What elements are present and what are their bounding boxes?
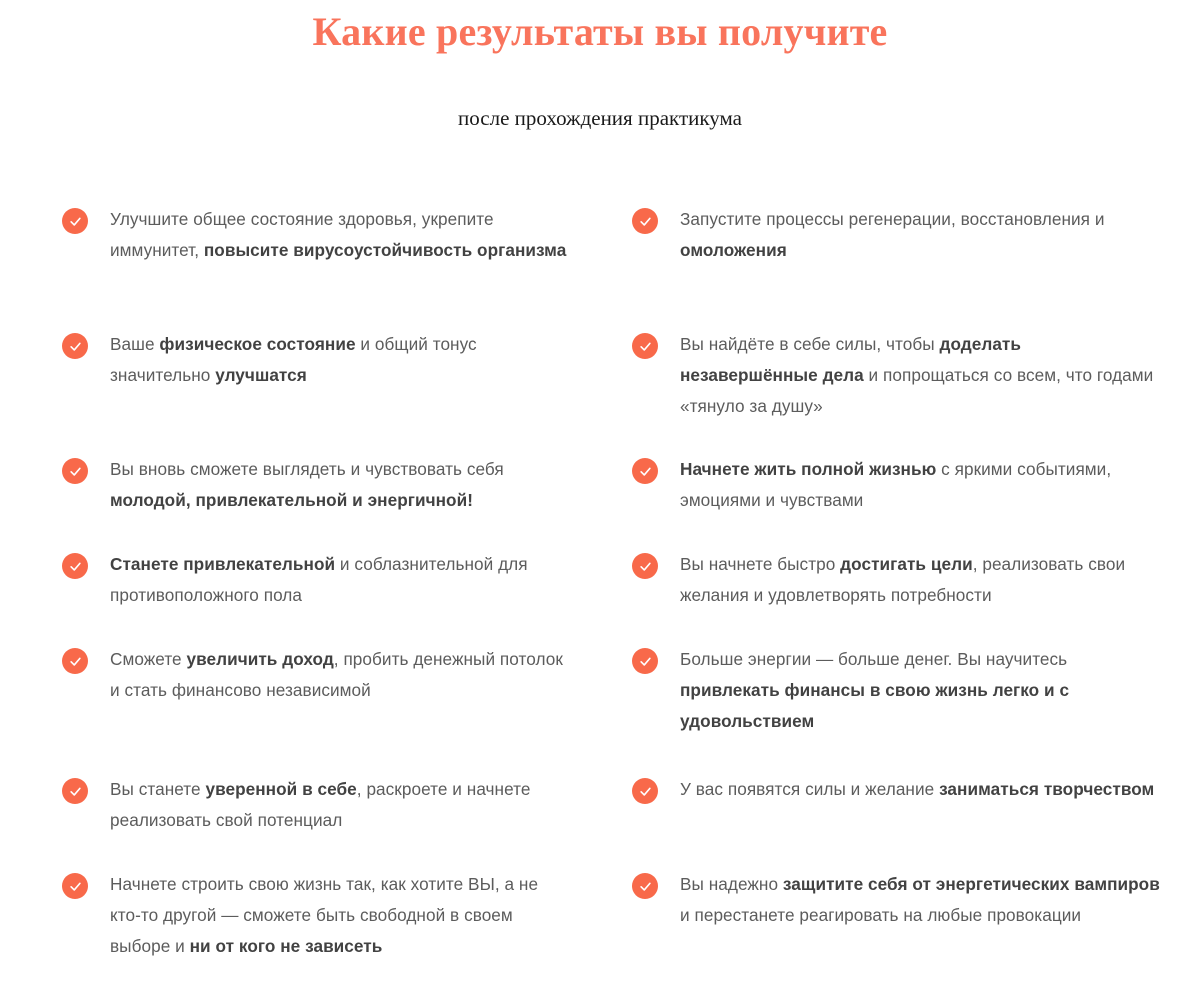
check-circle-icon (62, 648, 88, 674)
benefit-item (632, 644, 1160, 774)
check-circle-icon (62, 458, 88, 484)
benefit-text: Больше энергии — больше денег. Вы научитесь привлекать финансы в свою жизнь легко и с удовольствием (680, 649, 1070, 731)
check-circle-icon (632, 208, 658, 234)
check-circle-icon (632, 778, 658, 804)
benefit-item (62, 454, 570, 549)
benefits-right-column (632, 204, 1160, 969)
benefit-item (632, 454, 1160, 549)
benefit-item (632, 329, 1160, 454)
benefit-text: Вы найдёте в себе силы, чтобы доделать незавершённые дела и попрощаться со всем, что годами «тянуло за душу» (680, 334, 1154, 416)
check-circle-icon (62, 208, 88, 234)
benefit-text: Начнете жить полной жизнью с яркими событиями, эмоциями и чувствами (680, 459, 1112, 510)
benefit-text: Вы станете уверенной в себе, раскроете и начнете реализовать свой потенциал (110, 779, 531, 830)
benefit-item (62, 869, 570, 969)
benefit-text: У вас появятся силы и желание заниматься творчеством (680, 779, 1155, 799)
page-subtitle: после прохождения практикума (458, 106, 742, 130)
benefit-text: Вы надежно защитите себя от энергетических вампиров и перестанете реагировать на любые провокации (680, 874, 1160, 925)
benefit-item (62, 329, 570, 454)
check-circle-icon (62, 553, 88, 579)
benefit-item (632, 549, 1160, 644)
benefit-item (632, 774, 1160, 869)
benefit-item (62, 644, 570, 774)
benefit-item (62, 549, 570, 644)
check-circle-icon (62, 778, 88, 804)
benefit-item (62, 204, 570, 329)
benefit-item (62, 774, 570, 869)
section-header (0, 0, 1200, 132)
benefit-text: Станете привлекательной и соблазнительной для противоположного пола (110, 554, 528, 605)
benefits-left-column (62, 204, 570, 969)
benefit-item (632, 204, 1160, 329)
benefit-text: Улучшите общее состояние здоровья, укрепите иммунитет, повысите вирусоустойчивость организма (110, 209, 567, 260)
check-circle-icon (632, 648, 658, 674)
benefit-item (632, 869, 1160, 969)
benefit-text: Запустите процессы регенерации, восстановления и омоложения (680, 209, 1105, 260)
check-circle-icon (632, 873, 658, 899)
check-circle-icon (62, 873, 88, 899)
check-circle-icon (632, 458, 658, 484)
benefit-text: Ваше физическое состояние и общий тонус значительно улучшатся (110, 334, 477, 385)
benefit-text: Вы вновь сможете выглядеть и чувствовать себя молодой, привлекательной и энергичной! (110, 459, 504, 510)
check-circle-icon (632, 333, 658, 359)
benefit-text: Вы начнете быстро достигать цели, реализовать свои желания и удовлетворять потребности (680, 554, 1126, 605)
check-circle-icon (632, 553, 658, 579)
benefit-text: Сможете увеличить доход, пробить денежный потолок и стать финансово независимой (110, 649, 563, 700)
page-title: Какие результаты вы получите (312, 9, 888, 54)
benefit-text: Начнете строить свою жизнь так, как хотите ВЫ, а не кто-то другой — сможете быть свободной в своем выборе и ни от кого не зависеть (110, 874, 539, 956)
check-circle-icon (62, 333, 88, 359)
benefits-grid (0, 204, 1200, 969)
